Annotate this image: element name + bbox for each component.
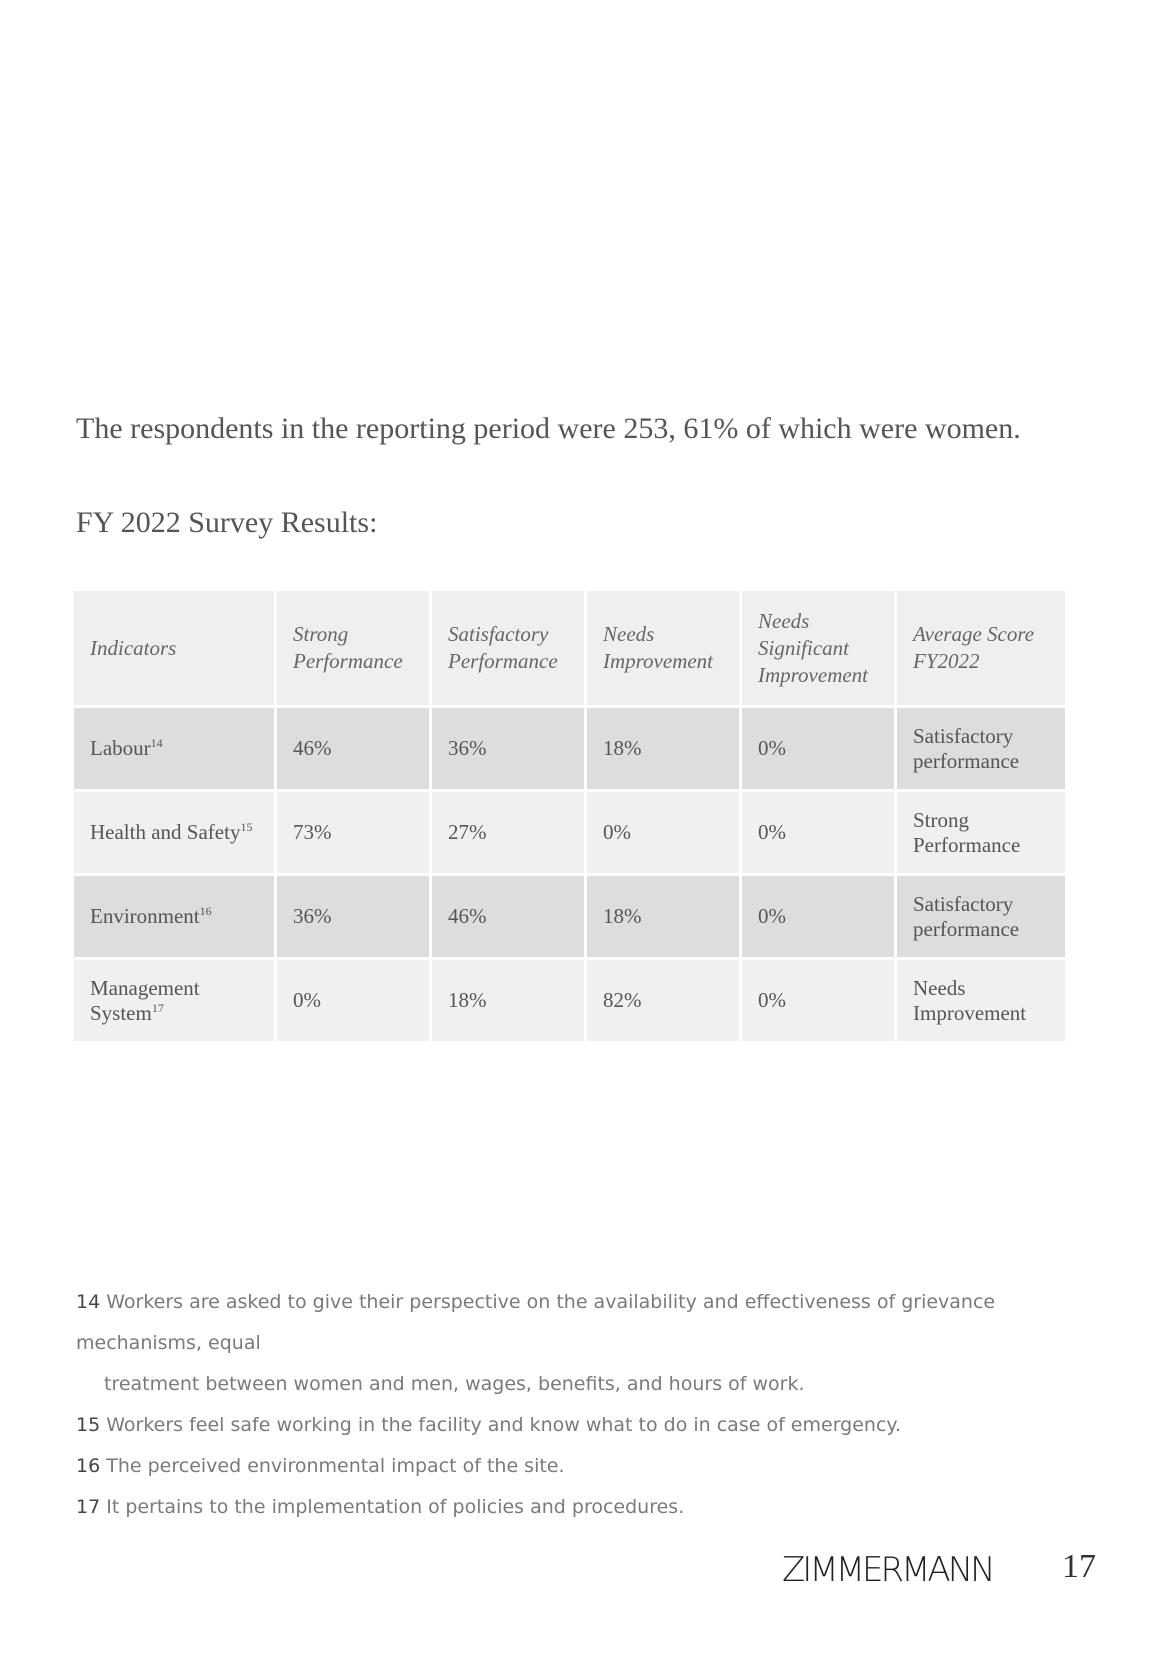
footnote-14: [76, 1282, 1036, 1405]
indicator-label: Environment: [90, 904, 200, 928]
strong-cell: 0%: [277, 960, 429, 1041]
significant-cell: 0%: [742, 792, 894, 873]
indicator-cell: [74, 876, 274, 957]
header-indicators: Indicators: [74, 591, 274, 705]
footnote-number: 14: [76, 1291, 101, 1313]
footnote-17: [76, 1487, 1036, 1528]
satisfactory-cell: 46%: [432, 876, 584, 957]
header-needs: Needs Improvement: [587, 591, 739, 705]
satisfactory-cell: 18%: [432, 960, 584, 1041]
indicator-label: Labour: [90, 736, 151, 760]
indicator-label: Management System: [90, 975, 200, 1025]
indicator-cell: [74, 960, 274, 1041]
indicator-cell: [74, 708, 274, 789]
footnote-ref: 17: [151, 1000, 164, 1015]
survey-results-table: [71, 588, 1068, 1044]
footnote-number: 15: [76, 1414, 101, 1436]
footnote-text-continued: treatment between women and men, wages, benefits, and hours of work.: [104, 1373, 805, 1395]
strong-cell: 36%: [277, 876, 429, 957]
header-average: Average Score FY2022: [897, 591, 1065, 705]
indicator-cell: [74, 792, 274, 873]
footnote-text: It pertains to the implementation of policies and procedures.: [106, 1496, 685, 1518]
header-strong: Strong Performance: [277, 591, 429, 705]
average-cell: Satisfactory performance: [897, 876, 1065, 957]
footnote-text: Workers feel safe working in the facility and know what to do in case of emergency.: [106, 1414, 901, 1436]
indicator-label: Health and Safety: [90, 820, 241, 844]
brand-logo: ZIMMERMANN: [782, 1550, 993, 1590]
header-satisfactory: Satisfactory Performance: [432, 591, 584, 705]
significant-cell: 0%: [742, 708, 894, 789]
average-cell: Needs Improvement: [897, 960, 1065, 1041]
intro-text: The respondents in the reporting period were 253, 61% of which were women.: [76, 412, 1021, 445]
footnote-ref: 15: [240, 820, 253, 834]
footnote-16: [76, 1446, 1036, 1487]
strong-cell: 73%: [277, 792, 429, 873]
needs-cell: 18%: [587, 876, 739, 957]
footnote-number: 17: [76, 1496, 101, 1518]
footnotes: [76, 1282, 1036, 1528]
footnote-text: Workers are asked to give their perspective on the availability and effectiveness of grievance mechanisms, equal: [76, 1291, 996, 1354]
footnote-number: 16: [76, 1455, 101, 1477]
table-header-row: [74, 591, 1065, 705]
header-significant: Needs Significant Improvement: [742, 591, 894, 705]
footnote-ref: 14: [150, 736, 163, 750]
table-row: [74, 876, 1065, 957]
needs-cell: 0%: [587, 792, 739, 873]
satisfactory-cell: 27%: [432, 792, 584, 873]
needs-cell: 18%: [587, 708, 739, 789]
table-row: [74, 708, 1065, 789]
footnote-15: [76, 1405, 1036, 1446]
page-number: 17: [1062, 1548, 1096, 1585]
needs-cell: 82%: [587, 960, 739, 1041]
average-cell: Strong Performance: [897, 792, 1065, 873]
section-subtitle: FY 2022 Survey Results:: [76, 506, 378, 539]
table-row: [74, 792, 1065, 873]
significant-cell: 0%: [742, 876, 894, 957]
satisfactory-cell: 36%: [432, 708, 584, 789]
table-row: [74, 960, 1065, 1041]
strong-cell: 46%: [277, 708, 429, 789]
significant-cell: 0%: [742, 960, 894, 1041]
footnote-ref: 16: [199, 904, 212, 918]
average-cell: Satisfactory performance: [897, 708, 1065, 789]
footnote-text: The perceived environmental impact of the site.: [106, 1455, 565, 1477]
